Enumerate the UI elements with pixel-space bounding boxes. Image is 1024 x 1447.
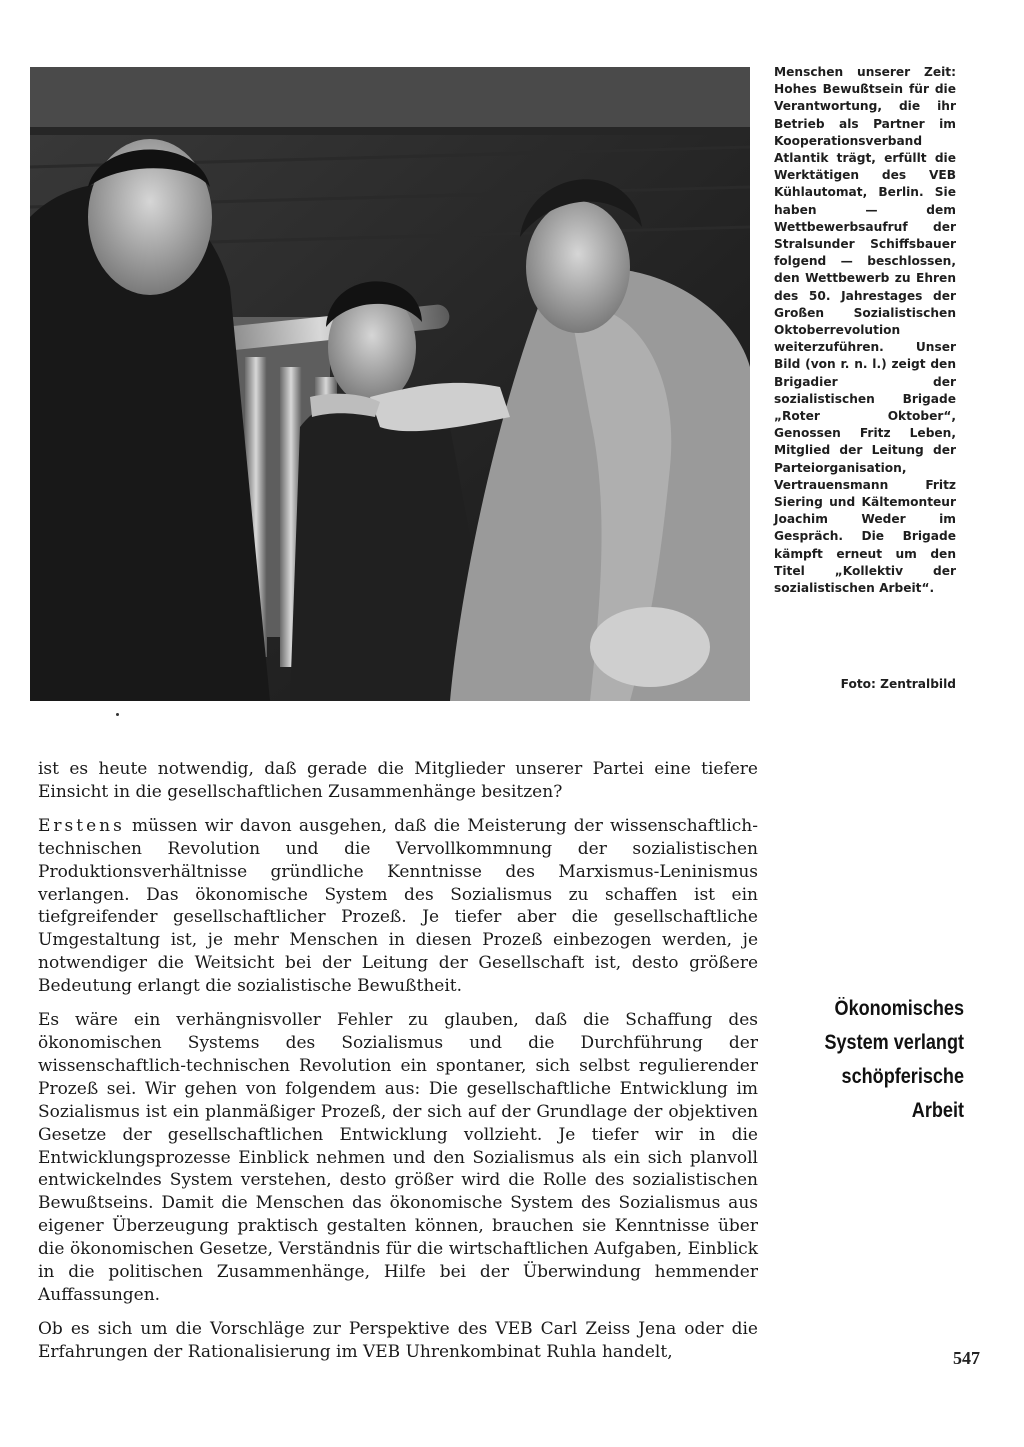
emphasis-word: Erstens [38,815,125,836]
paragraph-text: müssen wir davon ausgehen, daß die Meisterung der wissenschaftlich-technischen Revolution und die Vervollkommnung der sozialistischen Produktionsverhältnisse gründliche Kenntnisse des Marxismus-Leninismus verlangen. Das ökonomische System des Sozialismus zu schaffen ist ein tiefgreifender gesellschaftlicher Prozeß. Je tiefer aber die gesellschaftliche Umgestaltung ist, je mehr Menschen in diesen Prozeß einbezogen werden, je notwendiger die Weitsicht bei der Leitung der Gesellschaft ist, desto größere Bedeutung erlangt die sozialistische Bewußtheit. [38,815,758,997]
photo-credit: Foto: Zentralbild [840,677,956,691]
photo-caption: Menschen unserer Zeit: Hohes Bewußtsein für die Verantwortung, die ihr Betrieb als Partner im Kooperationsverband Atlantik trägt, erfüllt die Werktätigen des VEB Kühlautomat, Berlin. Sie haben — dem Wettbewerbsaufruf der Stralsunder Schiffsbauer folgend — beschlossen, den Wettbewerb zu Ehren des 50. Jahrestages der Großen Sozialistischen Oktoberrevolution weiterzuführen. Unser Bild (von r. n. l.) zeigt den Brigadier der sozialistischen Brigade „Roter Oktober“, Genossen Fritz Leben, Mitglied der Leitung der Parteiorganisation, Vertrauensmann Fritz Siering und Kältemonteur Joachim Weder im Gespräch. Die Brigade kämpft erneut um den Titel „Kollektiv der sozialistischen Arbeit“. [774,65,956,596]
photo-scene [30,67,750,701]
article-body [38,758,758,1375]
paragraph: ist es heute notwendig, daß gerade die Mitglieder unserer Partei eine tiefere Einsicht in die gesellschaftlichen Zusammenhänge besitzen? [38,759,758,802]
heading-line: System verlangt [824,1031,964,1054]
print-speck [116,713,119,716]
paragraph: Es wäre ein verhängnisvoller Fehler zu glauben, daß die Schaffung des ökonomischen Systems des Sozialismus und die Durchführung der wissenschaftlich-technischen Revolution ein spontaner, sich selbst regulierender Prozeß sei. Wir gehen von folgendem aus: Die gesellschaftliche Entwicklung im Sozialismus ist ein planmäßiger Prozeß, der sich auf der Grundlage der objektiven Gesetze der gesellschaftlichen Entwicklung vollzieht. Je tiefer wir in die Entwicklungsprozesse Einblick nehmen und den Sozialismus als ein sich planvoll entwickelndes System verstehen, desto größer wird die Rolle des sozialistischen Bewußtseins. Damit die Menschen das ökonomische System des Sozialismus aus eigener Überzeugung praktisch gestalten können, brauchen sie Kenntnisse über die ökonomischen Gesetze, Verständnis für die wirtschaftlichen Aufgaben, Einblick in die politischen Zusammenhänge, Hilfe bei der Überwindung hemmender Auffassungen. [38,1010,758,1305]
heading-line: Arbeit [911,1099,964,1122]
heading-line: Ökonomisches [834,997,964,1020]
marginal-heading [806,992,964,1128]
page-number: 547 [953,1348,980,1368]
heading-line: schöpferische [841,1065,964,1088]
paragraph: Ob es sich um die Vorschläge zur Perspektive des VEB Carl Zeiss Jena oder die Erfahrungen der Rationalisierung im VEB Uhrenkombinat Ruhla handelt, [38,1318,758,1362]
paragraph [38,815,758,998]
photograph [30,67,750,701]
